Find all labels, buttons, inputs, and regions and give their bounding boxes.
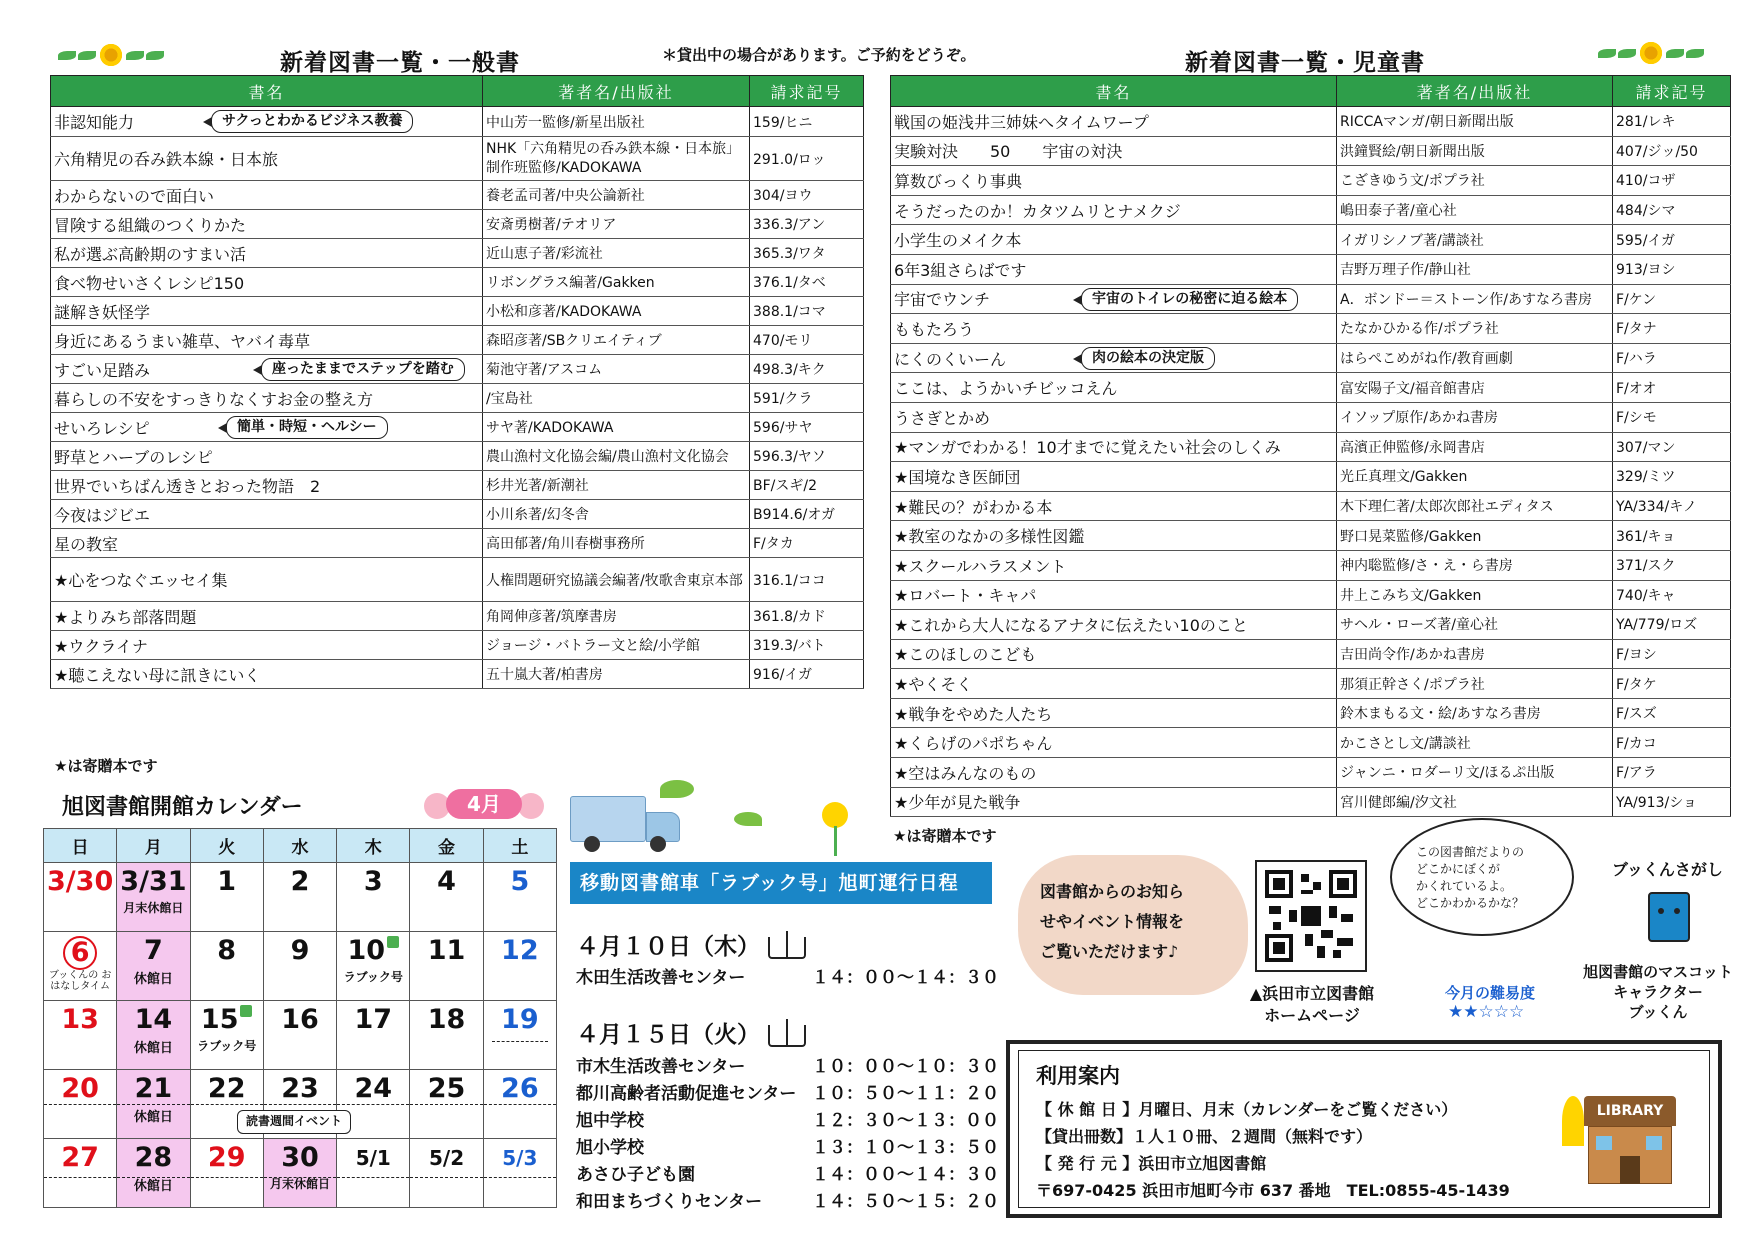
qr-code-icon [1265,870,1357,962]
book-call-number: 740/キャ [1613,580,1731,610]
stop-place: 旭小学校 [576,1138,644,1158]
general-books-title: 新着図書一覧・一般書 [280,50,520,76]
table-row [891,491,1731,521]
book-call-number: F/タカ [750,529,864,558]
book-author: サヘル・ローズ著/童心社 [1337,610,1613,640]
book-author: A．ボンドー＝ストーン作/あすなろ書房 [1337,284,1613,314]
book-call-number: 591/クラ [750,384,864,413]
calendar-day: 23 [263,1070,336,1139]
book-title: 星の教室 [51,529,483,558]
col-header-title: 書名 [891,76,1337,107]
table-row [891,343,1731,373]
book-author: 宮川健郎編/汐文社 [1337,787,1613,817]
calendar-day: 29 [190,1139,263,1208]
col-header-callno: 請求記号 [750,76,864,107]
book-author: 嶋田泰子著/童心社 [1337,195,1613,225]
book-call-number: 361/キョ [1613,521,1731,551]
table-row [891,550,1731,580]
weekday-header: 日 [44,829,117,863]
book-title: 非認知能力 サクっとわかるビジネス教養 [51,107,483,137]
book-author: イソップ原作/あかね書房 [1337,402,1613,432]
book-title: ★マンガでわかる！10才までに覚えたい社会のしくみ [891,432,1337,462]
qr-code[interactable] [1255,860,1367,972]
book-call-number: 304/ヨウ [750,181,864,210]
calendar-day: 3/31 月末休館日 [117,863,190,932]
book-title: ★くらげのパポちゃん [891,728,1337,758]
book-author: 野口晃菜監修/Gakken [1337,521,1613,551]
book-title: すごい足踏み 座ったままでステップを踏む [51,355,483,384]
book-title: 今夜はジビエ [51,500,483,529]
book-call-number: 365.3/ワタ [750,239,864,268]
table-row [891,166,1731,196]
calendar-day: 8 [190,932,263,1001]
table-row [51,558,864,602]
flower-icon [1638,40,1664,66]
book-call-number: 410/コザ [1613,166,1731,196]
general-books-table [50,75,864,689]
col-header-callno: 請求記号 [1613,76,1731,107]
book-call-number: YA/913/ショ [1613,787,1731,817]
table-row [51,529,864,558]
book-author: 近山恵子著/彩流社 [483,239,750,268]
book-call-number: 407/ジッ/50 [1613,136,1731,166]
table-row [51,326,864,355]
book-title: ★ウクライナ [51,631,483,660]
table-row [51,181,864,210]
table-row [51,413,864,442]
table-row [51,210,864,239]
calendar-day: 5/2 [410,1139,483,1208]
book-title: 身近にあるうまい雑草、ヤバイ毒草 [51,326,483,355]
table-row [51,137,864,181]
book-title: 野草とハーブのレシピ [51,442,483,471]
open-book-icon [768,937,806,959]
table-row [51,631,864,660]
stop-time: １２：３０～１３：００ [812,1111,999,1131]
book-title: 6年3組さらばです [891,254,1337,284]
mascot-character-icon [1648,892,1690,942]
weekday-header: 水 [263,829,336,863]
book-callout: 座ったままでステップを踏む [261,358,465,381]
book-call-number: 361.8/カド [750,602,864,631]
table-row [891,610,1731,640]
table-row [51,384,864,413]
schedule-stop [576,1106,999,1131]
book-title: ここは、ようかいチビッコえん [891,373,1337,403]
book-call-number: F/オオ [1613,373,1731,403]
children-books-title: 新着図書一覧・児童書 [1185,50,1425,76]
book-call-number: F/ケン [1613,284,1731,314]
book-title: ★難民の？がわかる本 [891,491,1337,521]
mascot-search-title: ブッくんさがし [1612,860,1723,879]
book-call-number: F/タケ [1613,669,1731,699]
book-title: 冒険する組織のつくりかた [51,210,483,239]
book-author: 洪鐘賢絵/朝日新聞出版 [1337,136,1613,166]
table-row [891,432,1731,462]
col-header-title: 書名 [51,76,483,107]
difficulty-stars: ★★☆☆☆ [1448,1002,1525,1022]
book-title: うさぎとかめ [891,402,1337,432]
calendar-day: 5 [483,863,556,932]
children-donation-note: ★は寄贈本です [893,827,997,845]
schedule-stop [576,1133,999,1158]
book-author: 吉野万理子作/静山社 [1337,254,1613,284]
mobile-library-title: 移動図書館車「ラブック号」旭町運行日程 [570,862,992,904]
table-row [51,602,864,631]
bus-icon [240,1005,252,1017]
calendar-day: 22 [190,1070,263,1139]
calendar-week [44,1001,557,1070]
table-row [51,268,864,297]
book-author: ジャンニ・ロダーリ文/ほるぷ出版 [1337,758,1613,788]
table-row [891,373,1731,403]
calendar-day: 13 [44,1001,117,1070]
book-call-number: 281/レキ [1613,107,1731,137]
book-title: ももたろう [891,314,1337,344]
book-title: ★聴こえない母に訊きにいく [51,660,483,689]
calendar-day: 15 ラブック号 [190,1001,263,1070]
calendar-title: 旭図書館開館カレンダー [62,795,303,820]
book-title: ★やくそく [891,669,1337,699]
flower-decoration-right [1598,40,1704,66]
col-header-author: 著者名/出版社 [483,76,750,107]
mascot-bubble: この図書館だよりの どこかにぼくが かくれているよ。 どこかわかるかな？ [1390,818,1574,936]
book-author: 井上こみち文/Gakken [1337,580,1613,610]
book-author: 小松和彦著/KADOKAWA [483,297,750,326]
stop-place: 市木生活改善センター [576,1057,746,1077]
book-author: 光丘真理文/Gakken [1337,462,1613,492]
book-author: はらぺこめがね作/教育画劇 [1337,343,1613,373]
table-row [891,314,1731,344]
book-title: 食べ物せいさくレシピ150 [51,268,483,297]
book-title: ★教室のなかの多様性図鑑 [891,521,1337,551]
calendar-day: 21 休館日 [117,1070,190,1139]
book-author: イガリシノブ著/講談社 [1337,225,1613,255]
table-row [891,136,1731,166]
table-row [891,254,1731,284]
flower-icon [98,42,124,68]
book-call-number: F/ヨシ [1613,639,1731,669]
book-title: 私が選ぶ高齢期のすまい活 [51,239,483,268]
reserve-note: ＊貸出中の場合があります。ご予約をどうぞ。 [662,46,976,64]
book-author: 中山芳一監修/新星出版社 [483,107,750,137]
book-call-number: F/スズ [1613,698,1731,728]
calendar-day: 9 [263,932,336,1001]
book-call-number: 470/モリ [750,326,864,355]
table-row [891,758,1731,788]
book-title: ★戦争をやめた人たち [891,698,1337,728]
table-row [891,195,1731,225]
book-author: 五十嵐大著/柏書房 [483,660,750,689]
table-row [891,580,1731,610]
book-title: 算数びっくり事典 [891,166,1337,196]
usage-info-box [1006,1040,1722,1218]
table-row [51,239,864,268]
schedule-date-2: ４月１５日（火） [576,1016,806,1049]
calendar-day: 4 [410,863,483,932]
table-row [891,787,1731,817]
book-title: 世界でいちばん透きとおった物語 2 [51,471,483,500]
stop-time: １４：００～１４：３０ [812,1165,999,1185]
calendar-day: 5/3 [483,1139,556,1208]
table-row [891,107,1731,137]
table-row [891,462,1731,492]
book-call-number: 913/ヨシ [1613,254,1731,284]
book-call-number: BF/スギ/2 [750,471,864,500]
calendar-day: 10 ラブック号 [337,932,410,1001]
calendar-day: 18 [410,1001,483,1070]
calendar-day: 26 [483,1070,556,1139]
book-title: 六角精児の呑み鉄本線・日本旅 [51,137,483,181]
calendar-day: 17 [337,1001,410,1070]
table-row [51,442,864,471]
calendar-day: 30 月末休館日 [263,1139,336,1208]
calendar-day: 28 休館日 [117,1139,190,1208]
stop-place: あさひ子ども園 [576,1165,695,1185]
table-row [891,639,1731,669]
book-author: 高田郁著/角川春樹事務所 [483,529,750,558]
book-title: 小学生のメイク本 [891,225,1337,255]
book-title: 宇宙でウンチ 宇宙のトイレの秘密に迫る絵本 [891,284,1337,314]
usage-lines: 【 休 館 日 】月曜日、月末（カレンダーをご覧ください） 【貸出冊数】１人１０冊、２週間（無料です） 【 発 行 元 】浜田市立旭図書館 〒697-0425 浜田市旭町今市 637 番地 TEL:0855-45-1439 [1036,1100,1510,1200]
book-author: 鈴木まもる文・絵/あすなろ書房 [1337,698,1613,728]
stop-time: １０：００～１０：３０ [812,1057,999,1077]
blossom-icon [518,793,544,819]
book-author: 小川糸著/幻冬舎 [483,500,750,529]
book-call-number: 329/ミツ [1613,462,1731,492]
book-author: 養老孟司著/中央公論新社 [483,181,750,210]
book-author: 安斎勇樹著/テオリア [483,210,750,239]
table-row [891,284,1731,314]
book-callout: 肉の絵本の決定版 [1081,347,1215,370]
book-call-number: F/ハラ [1613,343,1731,373]
weekday-header: 金 [410,829,483,863]
usage-title: 利用案内 [1036,1064,1120,1088]
calendar-day: 25 [410,1070,483,1139]
calendar-day: 5/1 [337,1139,410,1208]
book-call-number: 916/イガ [750,660,864,689]
book-author: こざきゆう文/ポプラ社 [1337,166,1613,196]
book-call-number: 307/マン [1613,432,1731,462]
book-author: リボングラス編著/Gakken [483,268,750,297]
calendar-week [44,932,557,1001]
schedule-date-1: ４月１０日（木） [576,928,806,961]
bus-illustration [570,790,700,858]
book-title: ★これから大人になるアナタに伝えたい10のこと [891,610,1337,640]
book-call-number: 291.0/ロッ [750,137,864,181]
schedule-stop [576,1187,999,1212]
weekday-header: 木 [337,829,410,863]
book-title: ★空はみんなのもの [891,758,1337,788]
table-row [891,402,1731,432]
general-donation-note: ★は寄贈本です [54,757,158,775]
book-call-number: 316.1/ココ [750,558,864,602]
book-author: ジョージ・バトラー文と絵/小学館 [483,631,750,660]
table-row [51,107,864,137]
bus-icon [387,936,399,948]
calendar-day: 1 [190,863,263,932]
book-title: ★ロバート・キャパ [891,580,1337,610]
book-author: 富安陽子文/福音館書店 [1337,373,1613,403]
stop-time: １３：１０～１３：５０ [812,1138,999,1158]
book-author: 那須正幹さく/ポプラ社 [1337,669,1613,699]
calendar-day: 19 [483,1001,556,1070]
col-header-author: 著者名/出版社 [1337,76,1613,107]
calendar-grid [43,828,557,1208]
qr-caption: ▲浜田市立図書館 ホームページ [1249,984,1375,1025]
book-call-number: F/カコ [1613,728,1731,758]
book-title: 実験対決 50 宇宙の対決 [891,136,1337,166]
book-call-number: 336.3/アン [750,210,864,239]
stop-place: 都川高齢者活動促進センター [576,1084,797,1104]
book-author: サヤ著/KADOKAWA [483,413,750,442]
reading-week-label: 読書週間イベント [237,1110,351,1134]
book-call-number: 319.3/バト [750,631,864,660]
calendar-day: 14 休館日 [117,1001,190,1070]
stop-place: 旭中学校 [576,1111,644,1131]
calendar-day: 27 [44,1139,117,1208]
book-title: ★スクールハラスメント [891,550,1337,580]
calendar-day: 20 [44,1070,117,1139]
calendar-day: 11 [410,932,483,1001]
book-call-number: F/タナ [1613,314,1731,344]
book-author: 吉田尚令作/あかね書房 [1337,639,1613,669]
book-title: わからないので面白い [51,181,483,210]
calendar-day: 16 [263,1001,336,1070]
book-author: かこさとし文/講談社 [1337,728,1613,758]
book-call-number: 371/スク [1613,550,1731,580]
book-author: RICCAマンガ/朝日新聞出版 [1337,107,1613,137]
weekday-header: 月 [117,829,190,863]
book-title: ★心をつなぐエッセイ集 [51,558,483,602]
table-row [891,698,1731,728]
calendar-day: 3/30 [44,863,117,932]
stop-time: １０：５０～１１：２０ [812,1084,999,1104]
book-title: ★少年が見た戦争 [891,787,1337,817]
table-row [51,660,864,689]
bird-icon [734,812,762,826]
book-title: せいろレシピ 簡単・時短・ヘルシー [51,413,483,442]
book-call-number: YA/779/ロズ [1613,610,1731,640]
book-author: 杉井光著/新潮社 [483,471,750,500]
calendar-day: 6 ブッくんの おはなしタイム [44,932,117,1001]
book-call-number: YA/334/キノ [1613,491,1731,521]
book-author: 森昭彦著/SBクリエイティブ [483,326,750,355]
bird-icon [660,780,694,798]
book-author: 角岡伸彦著/筑摩書房 [483,602,750,631]
book-call-number: 498.3/キク [750,355,864,384]
dandelion-icon [822,802,848,828]
book-call-number: 596.3/ヤソ [750,442,864,471]
book-title: ★よりみち部落問題 [51,602,483,631]
book-call-number: 596/サヤ [750,413,864,442]
schedule-stop [576,1079,999,1104]
book-call-number: F/シモ [1613,402,1731,432]
table-row [891,225,1731,255]
mascot-caption: 旭図書館のマスコット キャラクター ブッくん [1583,963,1733,1021]
schedule-stop [576,963,999,988]
calendar-day: 3 [337,863,410,932]
weekday-header: 火 [190,829,263,863]
children-books-table [890,75,1731,817]
book-author: 菊池守著/アスコム [483,355,750,384]
difficulty-label: 今月の難易度 [1445,984,1536,1002]
library-building-icon: LIBRARY [1580,1086,1690,1190]
schedule-stop [576,1160,999,1185]
book-title: 謎解き妖怪学 [51,297,483,326]
flower-decoration [58,42,164,68]
book-call-number: 484/シマ [1613,195,1731,225]
calendar-day: 7 休館日 [117,932,190,1001]
book-call-number: F/アラ [1613,758,1731,788]
stop-time: １４：５０～１５：２０ [812,1192,999,1212]
book-title: にくのくいーん 肉の絵本の決定版 [891,343,1337,373]
table-row [51,355,864,384]
table-row [891,521,1731,551]
weekday-header: 土 [483,829,556,863]
table-row [891,669,1731,699]
book-title: ★このほしのこども [891,639,1337,669]
calendar-day: 2 [263,863,336,932]
book-title: 暮らしの不安をすっきりなくすお金の整え方 [51,384,483,413]
calendar-week [44,1139,557,1208]
stop-time: １４：００～１４：３０ [812,968,999,988]
book-author: 人権問題研究協議会編著/牧歌舎東京本部 [483,558,750,602]
book-author: 神内聡監修/さ・え・ら書房 [1337,550,1613,580]
stop-place: 木田生活改善センター [576,968,746,988]
book-call-number: 159/ヒニ [750,107,864,137]
book-title: そうだったのか！カタツムリとナメクジ [891,195,1337,225]
stop-place: 和田まちづくりセンター [576,1192,763,1212]
dandelion-stem [834,826,837,856]
table-row [51,500,864,529]
open-book-icon [768,1025,806,1047]
book-author: 木下理仁著/太郎次郎社エディタス [1337,491,1613,521]
calendar-week [44,863,557,932]
book-title: 戦国の姫浅井三姉妹へタイムワープ [891,107,1337,137]
table-row [51,471,864,500]
month-badge: 4月 [424,785,544,821]
book-call-number: B914.6/オガ [750,500,864,529]
book-callout: サクっとわかるビジネス教養 [211,110,413,133]
book-author: 農山漁村文化協会編/農山漁村文化協会 [483,442,750,471]
book-author: NHK「六角精児の呑み鉄本線・日本旅」制作班監修/KADOKAWA [483,137,750,181]
book-callout: 簡単・時短・ヘルシー [226,416,388,439]
table-row [51,297,864,326]
news-cloud: 図書館からのお知ら せやイベント情報を ご覧いただけます♪ [1018,855,1248,995]
book-author: /宝島社 [483,384,750,413]
book-author: 高濱正伸監修/永岡書店 [1337,432,1613,462]
book-call-number: 376.1/タベ [750,268,864,297]
book-author: たなかひかる作/ポプラ社 [1337,314,1613,344]
book-call-number: 595/イガ [1613,225,1731,255]
book-title: ★国境なき医師団 [891,462,1337,492]
schedule-stop [576,1052,999,1077]
table-row [891,728,1731,758]
book-callout: 宇宙のトイレの秘密に迫る絵本 [1081,288,1298,311]
calendar-day: 12 [483,932,556,1001]
calendar-day: 24 [337,1070,410,1139]
book-call-number: 388.1/コマ [750,297,864,326]
